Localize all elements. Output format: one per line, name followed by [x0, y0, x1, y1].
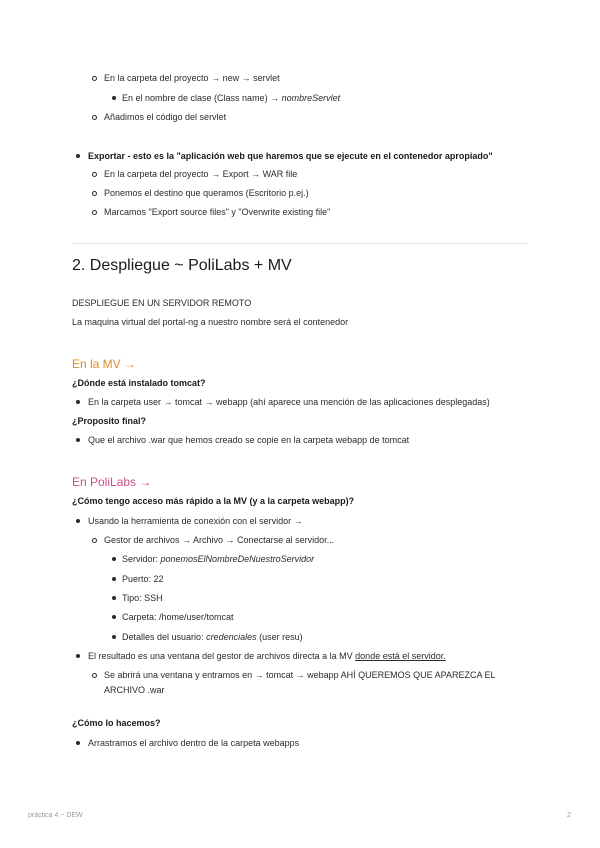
bullet-hollow	[92, 191, 97, 196]
mv-question-proposito: ¿Proposito final?	[72, 416, 146, 426]
servidor-label: Servidor:	[122, 554, 159, 564]
class-name-prefix: En el nombre de clase (Class name) →	[122, 93, 280, 103]
list-item-carpeta: Carpeta: /home/user/tomcat	[122, 612, 234, 622]
list-item-exportar: Exportar - esto es la "aplicación web que haremos que se ejecute en el contenedor apropiado"	[88, 151, 493, 161]
list-item-tipo: Tipo: SSH	[122, 593, 163, 603]
list-item-abrira-line2: ARCHIVO .war	[104, 685, 165, 695]
bullet-hollow	[92, 210, 97, 215]
list-item-carpeta-new-servlet: En la carpeta del proyecto → new → servlet	[104, 73, 280, 83]
list-item-marcamos: Marcamos "Export source files" y "Overwrite existing file"	[104, 207, 331, 217]
list-item-servidor	[122, 553, 314, 565]
mv-answer-donde: En la carpeta user → tomcat → webapp (ahí aparece una mención de las aplicaciones desplegadas)	[88, 397, 490, 407]
bullet-filled	[112, 635, 116, 639]
list-item-carpeta-export: En la carpeta del proyecto → Export → WAR file	[104, 169, 298, 179]
section-divider	[72, 243, 528, 244]
bullet-hollow	[92, 538, 97, 543]
list-item-class-name	[122, 92, 340, 104]
resultado-prefix: El resultado es una ventana del gestor de archivos directa a la MV	[88, 651, 353, 661]
list-item-destino: Ponemos el destino que queramos (Escritorio p.ej.)	[104, 188, 309, 198]
bullet-filled	[112, 96, 116, 100]
polilabs-question-como: ¿Cómo lo hacemos?	[72, 718, 161, 728]
class-name-value: nombreServlet	[281, 93, 341, 103]
bullet-filled	[112, 557, 116, 561]
resultado-link[interactable]: donde está el servidor.	[355, 651, 446, 661]
bullet-filled	[76, 438, 80, 442]
mv-answer-proposito: Que el archivo .war que hemos creado se copie en la carpeta webapp de tomcat	[88, 435, 410, 445]
remote-description: La maquina virtual del portal-ng a nuestro nombre será el contenedor	[72, 317, 349, 327]
polilabs-heading: En PoliLabs →	[72, 475, 152, 489]
bullet-hollow	[92, 673, 97, 678]
footer-page-number: 2	[567, 812, 571, 819]
bullet-filled	[112, 615, 116, 619]
remote-title: DESPLIEGUE EN UN SERVIDOR REMOTO	[72, 298, 252, 308]
bullet-hollow	[92, 76, 97, 81]
list-item-arrastramos: Arrastramos el archivo dentro de la carpeta webapps	[88, 738, 300, 748]
list-item-usando: Usando la herramienta de conexión con el servidor →	[88, 516, 303, 526]
bullet-filled	[112, 596, 116, 600]
bullet-hollow	[92, 172, 97, 177]
bullet-filled	[76, 154, 80, 158]
servidor-value: ponemosElNombreDeNuestroServidor	[160, 554, 315, 564]
mv-question-donde: ¿Dónde está instalado tomcat?	[72, 378, 206, 388]
list-item-abrira-line1: Se abrirá una ventana y entramos en → tomcat → webapp AHÍ QUEREMOS QUE APAREZCA EL	[104, 670, 496, 680]
mv-heading: En la MV →	[72, 357, 137, 371]
bullet-filled	[76, 654, 80, 658]
detalles-value: credenciales	[206, 632, 257, 642]
bullet-filled	[76, 519, 80, 523]
list-item-puerto: Puerto: 22	[122, 574, 164, 584]
detalles-label: Detalles del usuario:	[122, 632, 204, 642]
detalles-suffix: (user resu)	[259, 632, 303, 642]
footer-title: práctica 4 ~ DEW	[28, 812, 83, 819]
section-heading-despliegue: 2. Despliegue ~ PoliLabs + MV	[72, 257, 292, 274]
list-item-gestor: Gestor de archivos → Archivo → Conectarse al servidor...	[104, 535, 335, 545]
bullet-filled	[76, 741, 80, 745]
bullet-filled	[76, 400, 80, 404]
list-item-resultado	[88, 650, 446, 662]
bullet-hollow	[92, 115, 97, 120]
polilabs-question-acceso: ¿Cómo tengo acceso más rápido a la MV (y a la carpeta webapp)?	[72, 496, 355, 506]
list-item-detalles	[122, 631, 303, 643]
bullet-filled	[112, 577, 116, 581]
list-item-anadimos-codigo: Añadimos el código del servlet	[104, 112, 227, 122]
